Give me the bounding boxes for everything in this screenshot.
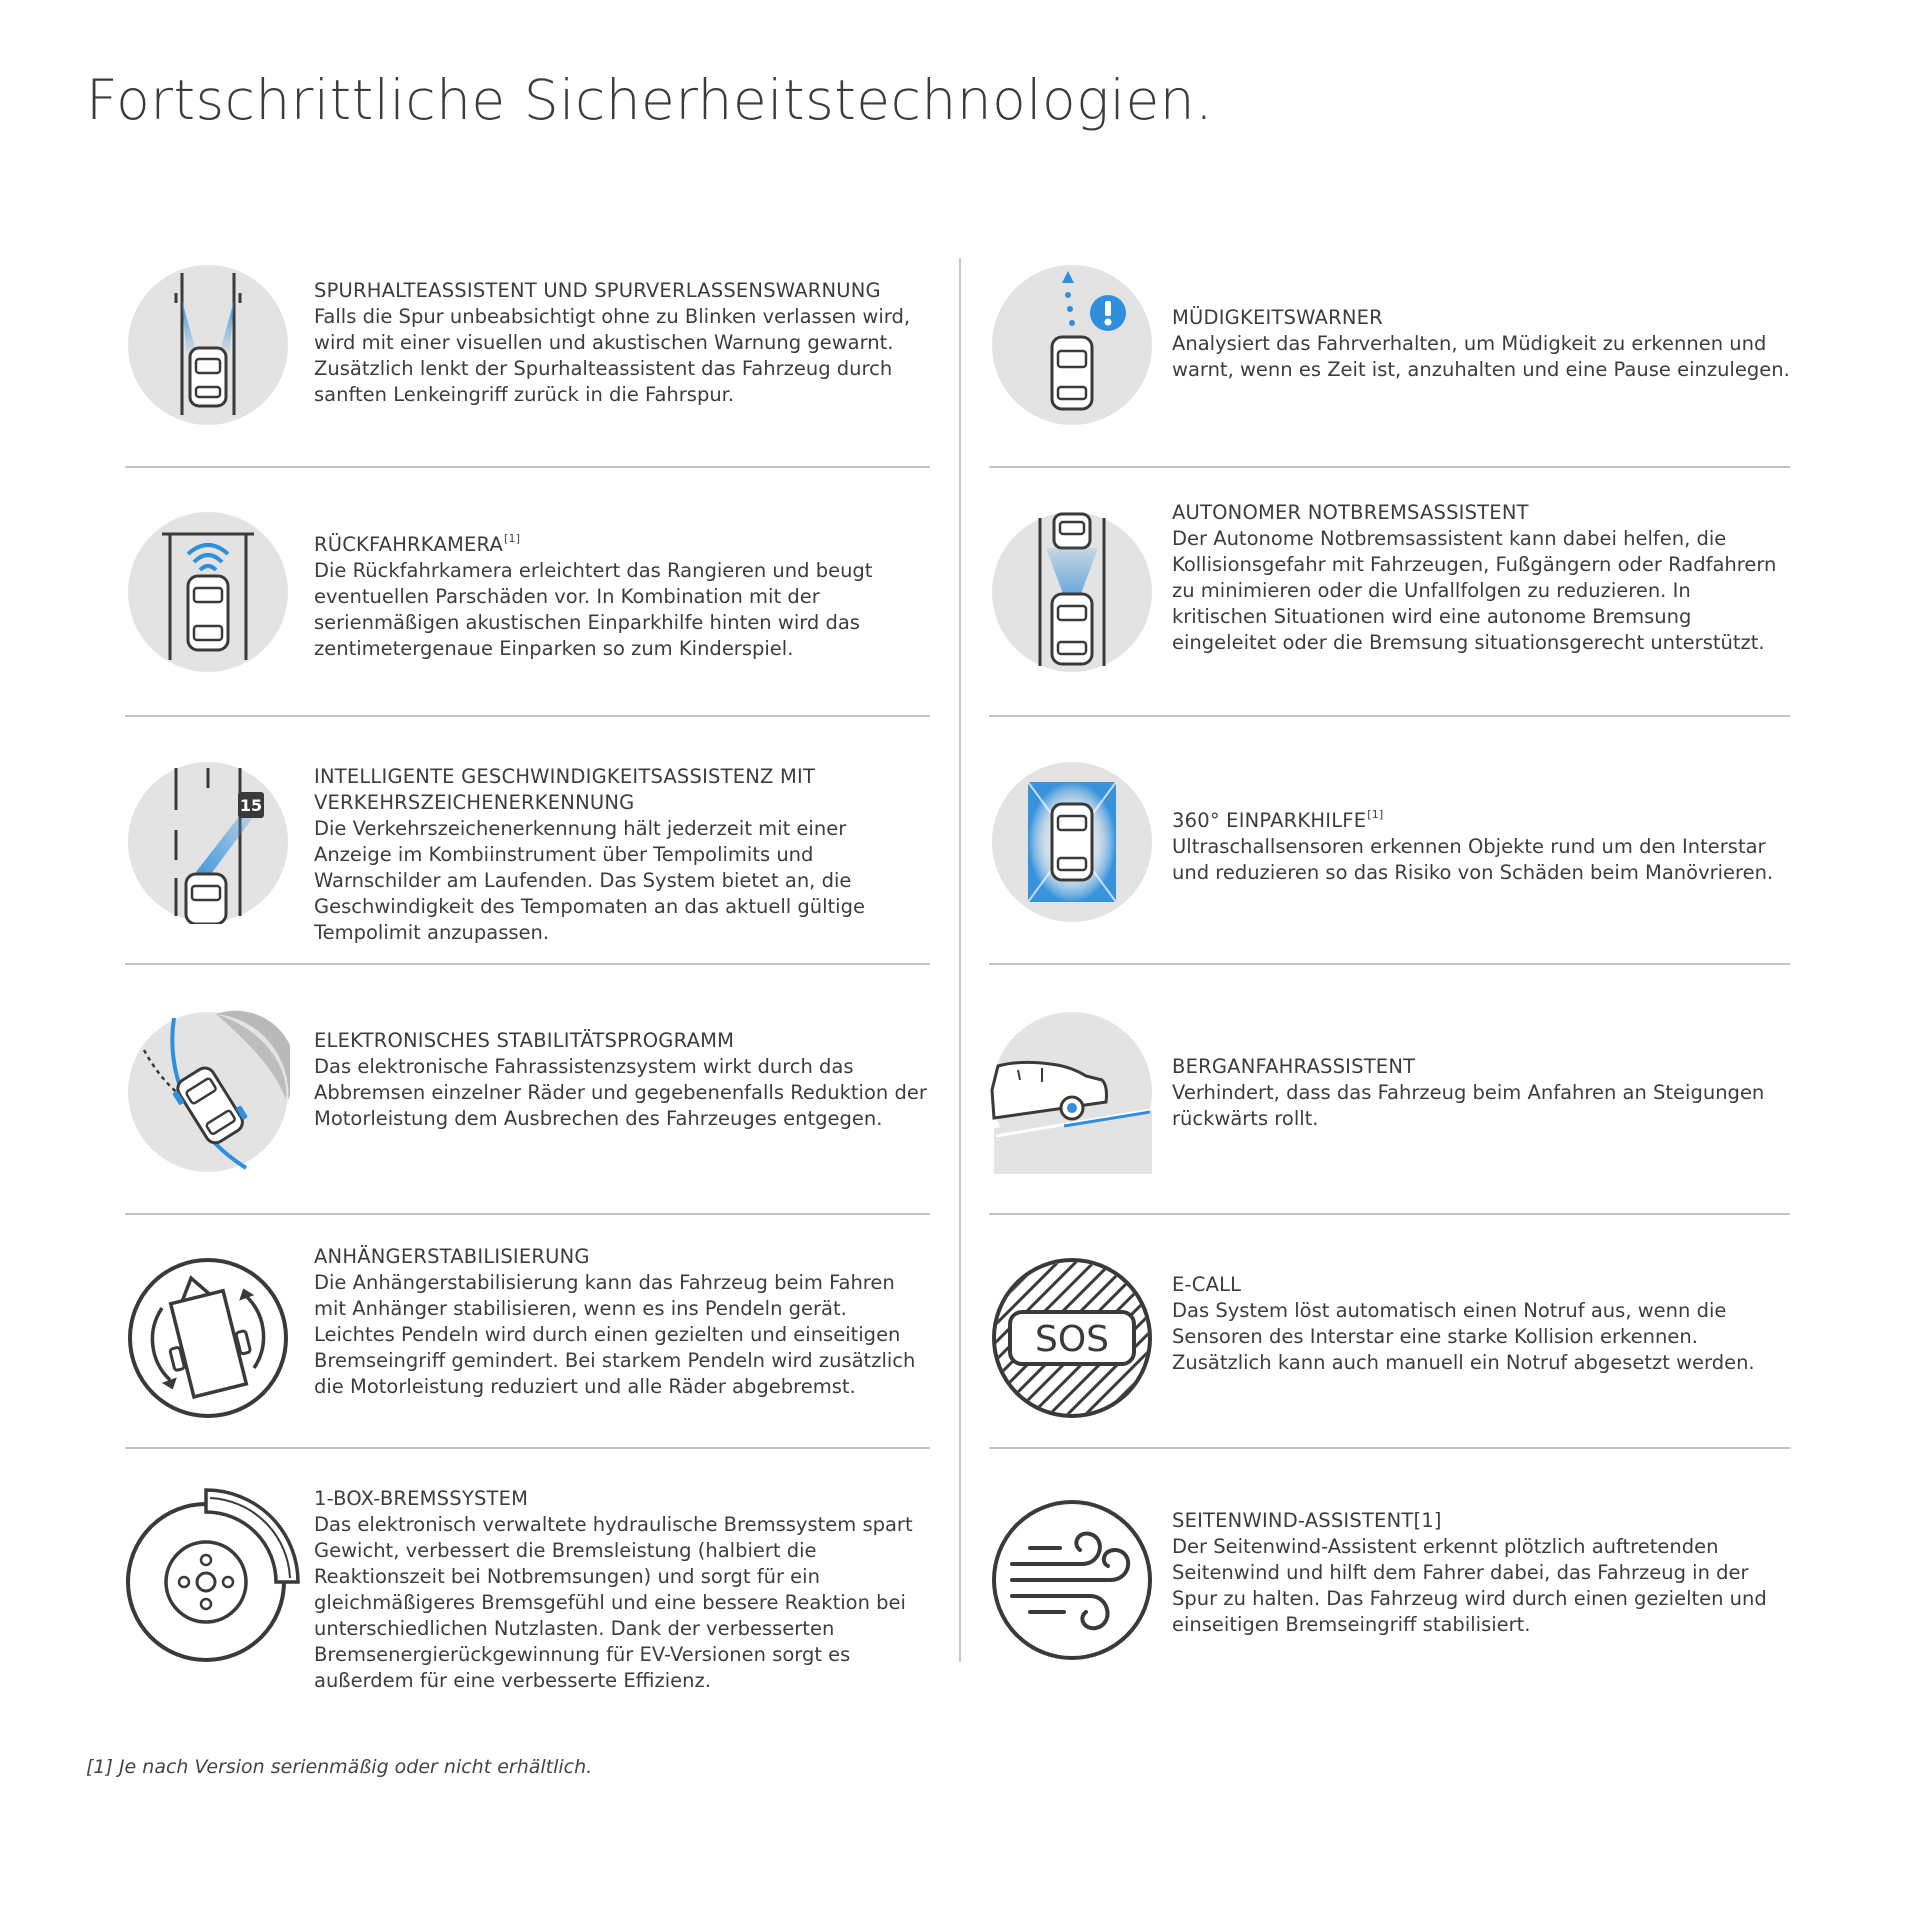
feature-hill-start xyxy=(1172,1054,1790,1132)
lane-departure-icon xyxy=(126,263,290,427)
feature-parking-360 xyxy=(1172,802,1790,886)
feature-description: Der Seitenwind-Assistent erkennt plötzlich auftretenden Seitenwind und hilft dem Fahrer dabei, das Fahrzeug in der Spur zu halten. Das Fahrzeug wird durch einen gezielten und einseitigen Bremseingriff stabilisiert. xyxy=(1172,1535,1767,1636)
sos-icon xyxy=(990,1256,1154,1420)
page-title: Fortschrittliche Sicherheitstechnologien. xyxy=(86,68,1214,132)
feature-description: Die Anhängerstabilisierung kann das Fahrzeug beim Fahren mit Anhänger stabilisieren, wenn es ins Pendeln gerät. Leichtes Pendeln wird durch einen gezielten und einseitigen Bremseingriff gemindert. Bei starkem Pendeln wird zusätzlich die Motorleistung reduziert und alle Räder abgebremst. xyxy=(314,1271,916,1398)
row-divider xyxy=(125,963,930,965)
feature-description: Das System löst automatisch einen Notruf aus, wenn die Sensoren des Interstar eine starke Kollision erkennen. Zusätzlich kann auch manuell ein Notruf abgesetzt werden. xyxy=(1172,1299,1755,1374)
feature-description: Ultraschallsensoren erkennen Objekte rund um den Interstar und reduzieren so das Risiko von Schäden beim Manövrieren. xyxy=(1172,835,1774,884)
speed-sign-value: 15 xyxy=(239,796,263,815)
rear-camera-icon xyxy=(126,510,290,674)
feature-title: SEITENWIND-ASSISTENT[1] xyxy=(1172,1509,1442,1532)
feature-title-text: 360° EINPARKHILFE xyxy=(1172,809,1367,832)
footnote-mark: [1] xyxy=(1367,808,1384,821)
feature-title: 1-BOX-BREMSSYSTEM xyxy=(314,1487,529,1510)
feature-drowsiness xyxy=(1172,305,1790,383)
row-divider xyxy=(989,963,1790,965)
feature-ecall xyxy=(1172,1272,1790,1376)
column-divider xyxy=(959,258,961,1662)
feature-brake-system xyxy=(314,1486,930,1694)
footnote: [1] Je nach Version serienmäßig oder nicht erhältlich. xyxy=(86,1756,593,1778)
feature-title: SPURHALTEASSISTENT UND SPURVERLASSENSWARNUNG xyxy=(314,279,881,302)
feature-description: Der Autonome Notbremsassistent kann dabei helfen, die Kollisionsgefahr mit Fahrzeugen, Fußgängern oder Radfahrern zu minimieren oder die Unfallfolgen zu reduzieren. In kritischen Situationen wird eine autonome Bremsung eingeleitet oder die Bremsung situationsgerecht unterstützt. xyxy=(1172,527,1777,654)
drowsiness-warning-icon xyxy=(990,263,1154,427)
feature-description: Das elektronische Fahrassistenzsystem wirkt durch das Abbremsen einzelner Räder und gegebenenfalls Reduktion der Motorleistung dem Ausbrechen des Fahrzeuges entgegen. xyxy=(314,1055,927,1130)
feature-description: Verhindert, dass das Fahrzeug beim Anfahren an Steigungen rückwärts rollt. xyxy=(1172,1081,1765,1130)
row-divider xyxy=(125,466,930,468)
feature-stability-program xyxy=(314,1028,930,1132)
emergency-braking-icon xyxy=(990,510,1154,674)
row-divider xyxy=(125,1213,930,1215)
feature-description: Das elektronisch verwaltete hydraulische Bremssystem spart Gewicht, verbessert die Bremsleistung (halbiert die Reaktionszeit bei Notbremsungen) und sorgt für ein gleichmäßigeres Bremsgefühl und eine bessere Reaktion bei unterschiedlichen Nutzlasten. Dank der verbesserten Bremsenergierückgewinnung für EV-Versionen sorgt es außerdem für eine verbesserte Effizienz. xyxy=(314,1513,913,1692)
hill-start-icon xyxy=(990,1010,1154,1174)
feature-title: ELEKTRONISCHES STABILITÄTSPROGRAMM xyxy=(314,1029,735,1052)
feature-title: MÜDIGKEITSWARNER xyxy=(1172,306,1383,329)
row-divider xyxy=(989,1447,1790,1449)
trailer-stability-icon xyxy=(126,1256,290,1420)
feature-rear-camera xyxy=(314,526,930,662)
parking-360-icon xyxy=(990,760,1154,924)
row-divider xyxy=(125,1447,930,1449)
feature-emergency-braking xyxy=(1172,500,1790,656)
feature-title: INTELLIGENTE GESCHWINDIGKEITSASSISTENZ MIT VERKEHRSZEICHENERKENNUNG xyxy=(314,765,816,814)
brake-disc-icon xyxy=(126,1488,302,1664)
feature-title-text: RÜCKFAHRKAMERA xyxy=(314,533,504,556)
stability-program-icon xyxy=(126,1010,290,1174)
feature-title xyxy=(314,526,930,558)
speed-assist-icon xyxy=(126,760,290,924)
feature-description: Falls die Spur unbeabsichtigt ohne zu Blinken verlassen wird, wird mit einer visuellen und akustischen Warnung gewarnt. Zusätzlich lenkt der Spurhalteassistent das Fahrzeug durch sanften Lenkeingriff zurück in die Fahrspur. xyxy=(314,305,911,406)
feature-lane xyxy=(314,278,930,408)
feature-title: AUTONOMER NOTBREMSASSISTENT xyxy=(1172,501,1529,524)
feature-title: BERGANFAHRASSISTENT xyxy=(1172,1055,1416,1078)
sos-label: SOS xyxy=(1034,1319,1110,1360)
feature-description: Die Verkehrszeichenerkennung hält jederzeit mit einer Anzeige im Kombiinstrument über Tempolimits und Warnschilder am Laufenden. Das System bietet an, die Geschwindigkeit des Tempomaten an das aktuell gültige Tempolimit anzupassen. xyxy=(314,817,865,944)
feature-trailer-stability xyxy=(314,1244,930,1400)
feature-title: E-CALL xyxy=(1172,1273,1242,1296)
row-divider xyxy=(989,466,1790,468)
feature-title: ANHÄNGERSTABILISIERUNG xyxy=(314,1245,590,1268)
feature-description: Die Rückfahrkamera erleichtert das Rangieren und beugt eventuellen Parschäden vor. In Kombination mit der serienmäßigen akustischen Einparkhilfe hinten wird das zentimetergenaue Einparken so zum Kinderspiel. xyxy=(314,559,873,660)
feature-speed-assist xyxy=(314,764,930,946)
row-divider xyxy=(989,1213,1790,1215)
row-divider xyxy=(125,715,930,717)
row-divider xyxy=(989,715,1790,717)
feature-description: Analysiert das Fahrverhalten, um Müdigkeit zu erkennen und warnt, wenn es Zeit ist, anzuhalten und eine Pause einzulegen. xyxy=(1172,332,1790,381)
footnote-mark: [1] xyxy=(504,532,521,545)
feature-title xyxy=(1172,802,1790,834)
crosswind-icon xyxy=(990,1498,1154,1662)
feature-crosswind xyxy=(1172,1508,1790,1638)
